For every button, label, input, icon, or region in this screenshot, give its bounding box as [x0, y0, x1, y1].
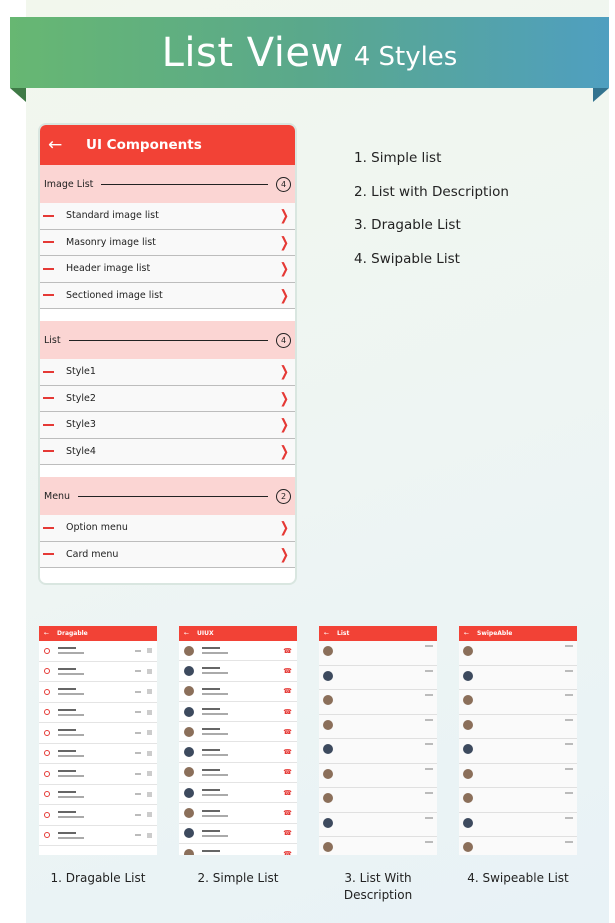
preview-app-bar	[179, 626, 297, 641]
preview-simple	[179, 626, 297, 855]
drag-row	[39, 805, 157, 826]
row-text	[202, 667, 283, 674]
drag-circle-icon	[44, 648, 50, 654]
drag-circle-icon	[44, 832, 50, 838]
app-bar-title: UI Components	[86, 137, 202, 153]
phone-icon: ☎	[283, 788, 292, 797]
drag-row	[39, 785, 157, 806]
phone-icon: ☎	[283, 829, 292, 838]
list-item-label: Style3	[66, 419, 96, 431]
row-text	[58, 647, 135, 654]
preview-title: UIUX	[197, 630, 214, 637]
row-text	[202, 830, 283, 837]
banner-subtitle: 4 Styles	[353, 41, 458, 72]
back-arrow-icon: ←	[464, 630, 470, 637]
row-body	[338, 817, 425, 833]
time-stub	[565, 841, 573, 843]
description-row	[319, 813, 437, 838]
text-line	[202, 713, 228, 715]
description-row	[319, 837, 437, 855]
text-line	[202, 733, 228, 735]
avatar	[184, 767, 194, 777]
avatar	[184, 666, 194, 676]
list-item-label: Style2	[66, 392, 96, 404]
dash-icon	[43, 424, 54, 426]
text-line	[202, 708, 220, 710]
description-row	[319, 641, 437, 666]
section-header-image-list	[40, 165, 295, 203]
drag-circle-icon	[44, 812, 50, 818]
avatar	[463, 720, 473, 730]
dash-icon	[43, 397, 54, 399]
drag-circle-icon	[44, 730, 50, 736]
drag-handle-icon	[135, 691, 141, 693]
drag-circle-icon	[44, 709, 50, 715]
text-line	[202, 789, 220, 791]
feature-item: 3. Dragable List	[354, 217, 461, 233]
section-header-list	[40, 321, 295, 359]
row-body	[338, 645, 425, 661]
text-line	[58, 693, 84, 695]
text-line	[202, 810, 220, 812]
description-row	[459, 715, 577, 740]
row-text	[58, 750, 135, 757]
simple-row	[179, 661, 297, 681]
drag-circle-icon	[44, 771, 50, 777]
phone-icon: ☎	[283, 707, 292, 716]
dash-icon	[43, 268, 54, 270]
time-stub	[565, 719, 573, 721]
avatar	[184, 646, 194, 656]
avatar	[184, 788, 194, 798]
time-stub	[425, 670, 433, 672]
avatar	[184, 747, 194, 757]
description-row	[459, 641, 577, 666]
chevron-right-icon: ❯	[279, 545, 289, 563]
time-stub	[565, 768, 573, 770]
chevron-right-icon: ❯	[279, 389, 289, 407]
drag-handle-icon	[135, 814, 141, 816]
list-item[interactable]	[40, 439, 295, 466]
simple-row	[179, 742, 297, 762]
avatar	[323, 720, 333, 730]
phone-icon: ☎	[283, 687, 292, 696]
thumb-icon	[147, 710, 152, 715]
text-line	[58, 775, 84, 777]
preview-caption: 2. Simple List	[197, 871, 279, 885]
text-line	[202, 830, 220, 832]
drag-handle-icon	[135, 732, 141, 734]
avatar	[463, 793, 473, 803]
text-line	[58, 673, 84, 675]
dash-icon	[43, 294, 54, 296]
back-arrow-icon: ←	[184, 630, 190, 637]
text-line	[58, 770, 76, 772]
description-row	[319, 788, 437, 813]
drag-row	[39, 723, 157, 744]
time-stub	[425, 841, 433, 843]
avatar	[323, 695, 333, 705]
phone-icon: ☎	[283, 727, 292, 736]
row-text	[202, 769, 283, 776]
list-item[interactable]	[40, 359, 295, 386]
chevron-right-icon: ❯	[279, 286, 289, 304]
avatar	[323, 793, 333, 803]
text-line	[58, 652, 84, 654]
drag-row	[39, 764, 157, 785]
preview-rows	[319, 641, 437, 855]
time-stub	[425, 645, 433, 647]
text-line	[58, 811, 76, 813]
list-item-label: Style4	[66, 445, 96, 457]
phone-icon: ☎	[283, 849, 292, 855]
text-line	[202, 652, 228, 654]
chevron-right-icon: ❯	[279, 233, 289, 251]
text-line	[202, 749, 220, 751]
text-line	[58, 755, 84, 757]
drag-row	[39, 744, 157, 765]
feature-item: 2. List with Description	[354, 183, 509, 200]
row-body	[338, 743, 425, 759]
preview-swipeable	[459, 626, 577, 855]
simple-row	[179, 641, 297, 661]
chevron-right-icon: ❯	[279, 442, 289, 460]
time-stub	[565, 743, 573, 745]
text-line	[202, 647, 220, 649]
phone-mockup	[38, 123, 297, 585]
drag-row	[39, 682, 157, 703]
list-item-label: Style1	[66, 366, 96, 378]
feature-item: 4. Swipable List	[354, 250, 460, 267]
phone-icon: ☎	[283, 666, 292, 675]
time-stub	[565, 670, 573, 672]
row-body	[478, 792, 565, 808]
avatar	[463, 671, 473, 681]
drag-circle-icon	[44, 791, 50, 797]
section-gap	[40, 309, 295, 321]
chevron-right-icon: ❯	[279, 207, 289, 225]
thumb-icon	[147, 771, 152, 776]
avatar	[323, 769, 333, 779]
text-line	[58, 837, 84, 839]
description-row	[459, 813, 577, 838]
row-text	[202, 850, 283, 855]
time-stub	[425, 768, 433, 770]
avatar	[184, 828, 194, 838]
section-label: List	[44, 334, 61, 346]
row-text	[58, 770, 135, 777]
description-row	[459, 666, 577, 691]
row-body	[338, 768, 425, 784]
avatar	[184, 707, 194, 717]
chevron-right-icon: ❯	[279, 519, 289, 537]
dash-icon	[43, 215, 54, 217]
description-row	[459, 788, 577, 813]
simple-row	[179, 702, 297, 722]
preview-rows	[39, 641, 157, 846]
thumb-icon	[147, 648, 152, 653]
row-text	[58, 688, 135, 695]
list-item-label: Masonry image list	[66, 236, 156, 248]
avatar	[184, 686, 194, 696]
section-gap	[40, 465, 295, 477]
row-body	[478, 768, 565, 784]
avatar	[323, 842, 333, 852]
drag-handle-icon	[135, 834, 141, 836]
text-line	[202, 835, 228, 837]
row-body	[478, 670, 565, 686]
description-row	[319, 666, 437, 691]
row-body	[478, 719, 565, 735]
row-body	[338, 841, 425, 855]
time-stub	[425, 719, 433, 721]
list-item[interactable]	[40, 386, 295, 413]
description-row	[319, 715, 437, 740]
text-line	[58, 729, 76, 731]
text-line	[58, 791, 76, 793]
preview-app-bar	[319, 626, 437, 641]
preview-app-bar	[39, 626, 157, 641]
row-text	[202, 749, 283, 756]
section-divider	[69, 340, 268, 341]
drag-circle-icon	[44, 750, 50, 756]
time-stub	[565, 792, 573, 794]
banner-title: List View	[161, 29, 344, 76]
phone-icon: ☎	[283, 748, 292, 757]
list-item[interactable]	[40, 412, 295, 439]
preview-rows	[459, 641, 577, 855]
preview-caption: 3. List With Description	[343, 871, 413, 902]
phone-icon: ☎	[283, 809, 292, 818]
drag-row	[39, 703, 157, 724]
drag-handle-icon	[135, 752, 141, 754]
drag-row	[39, 826, 157, 847]
list-item-label: Option menu	[66, 522, 128, 534]
row-text	[58, 791, 135, 798]
preview-title: Dragable	[57, 630, 88, 637]
description-row	[459, 764, 577, 789]
row-body	[338, 719, 425, 735]
row-body	[478, 645, 565, 661]
row-text	[202, 708, 283, 715]
thumb-icon	[147, 669, 152, 674]
section-header-menu	[40, 477, 295, 515]
text-line	[202, 815, 228, 817]
avatar	[463, 769, 473, 779]
list-item-label: Header image list	[66, 263, 151, 275]
list-item-label: Standard image list	[66, 210, 159, 222]
avatar	[463, 842, 473, 852]
drag-circle-icon	[44, 668, 50, 674]
drag-handle-icon	[135, 711, 141, 713]
text-line	[202, 672, 228, 674]
preview-dragable	[39, 626, 157, 855]
text-line	[58, 668, 76, 670]
text-line	[202, 693, 228, 695]
text-line	[202, 850, 220, 852]
thumb-icon	[147, 751, 152, 756]
preview-app-bar	[459, 626, 577, 641]
preview-title: SwipeAble	[477, 630, 513, 637]
feature-item: 1. Simple list	[354, 150, 442, 166]
simple-row	[179, 803, 297, 823]
drag-handle-icon	[135, 793, 141, 795]
back-arrow-icon[interactable]: ←	[48, 135, 63, 155]
text-line	[58, 734, 84, 736]
row-body	[478, 841, 565, 855]
thumb-icon	[147, 730, 152, 735]
text-line	[202, 769, 220, 771]
avatar	[184, 808, 194, 818]
avatar	[463, 818, 473, 828]
avatar	[184, 727, 194, 737]
avatar	[323, 671, 333, 681]
avatar	[184, 849, 194, 855]
preview-title: List	[337, 630, 350, 637]
preview-rows	[179, 641, 297, 855]
feature-list	[354, 150, 509, 284]
dash-icon	[43, 450, 54, 452]
section-count-badge: 2	[276, 489, 291, 504]
text-line	[58, 688, 76, 690]
row-text	[202, 810, 283, 817]
row-text	[202, 647, 283, 654]
drag-row	[39, 662, 157, 683]
list-item[interactable]	[40, 203, 295, 230]
text-line	[58, 647, 76, 649]
list-item[interactable]	[40, 230, 295, 257]
simple-row	[179, 844, 297, 855]
description-row	[319, 690, 437, 715]
time-stub	[425, 743, 433, 745]
text-line	[202, 688, 220, 690]
row-body	[338, 670, 425, 686]
list-item-label: Sectioned image list	[66, 289, 163, 301]
chevron-right-icon: ❯	[279, 363, 289, 381]
description-row	[459, 690, 577, 715]
row-text	[58, 709, 135, 716]
section-count-badge: 4	[276, 177, 291, 192]
list-item[interactable]	[40, 256, 295, 283]
dash-icon	[43, 241, 54, 243]
row-text	[58, 729, 135, 736]
section-count-badge: 4	[276, 333, 291, 348]
preview-caption: 4. Swipeable List	[467, 871, 569, 885]
row-body	[478, 694, 565, 710]
dash-icon	[43, 553, 54, 555]
thumb-icon	[147, 833, 152, 838]
avatar	[463, 744, 473, 754]
time-stub	[565, 645, 573, 647]
row-text	[58, 811, 135, 818]
app-bar	[40, 125, 295, 165]
row-body	[478, 817, 565, 833]
preview-caption: 1. Dragable List	[50, 871, 146, 885]
row-body	[338, 694, 425, 710]
text-line	[58, 750, 76, 752]
row-text	[202, 789, 283, 796]
phone-icon: ☎	[283, 768, 292, 777]
simple-row	[179, 722, 297, 742]
list-item[interactable]	[40, 283, 295, 310]
thumb-icon	[147, 689, 152, 694]
title-banner	[10, 17, 609, 88]
row-text	[58, 668, 135, 675]
list-item[interactable]	[40, 542, 295, 569]
text-line	[202, 667, 220, 669]
simple-row	[179, 763, 297, 783]
text-line	[202, 794, 228, 796]
drag-handle-icon	[135, 773, 141, 775]
section-label: Menu	[44, 490, 71, 502]
section-divider	[78, 496, 268, 497]
row-body	[338, 792, 425, 808]
text-line	[202, 754, 228, 756]
preview-description	[319, 626, 437, 855]
avatar	[463, 695, 473, 705]
row-text	[58, 832, 135, 839]
time-stub	[565, 817, 573, 819]
dash-icon	[43, 371, 54, 373]
simple-row	[179, 783, 297, 803]
simple-row	[179, 824, 297, 844]
description-row	[319, 739, 437, 764]
back-arrow-icon: ←	[324, 630, 330, 637]
avatar	[323, 744, 333, 754]
drag-handle-icon	[135, 670, 141, 672]
time-stub	[425, 817, 433, 819]
drag-row	[39, 641, 157, 662]
banner-fold-left	[10, 88, 26, 102]
row-text	[202, 688, 283, 695]
section-label: Image List	[44, 178, 94, 190]
chevron-right-icon: ❯	[279, 416, 289, 434]
section-divider	[101, 184, 268, 185]
dash-icon	[43, 527, 54, 529]
list-item[interactable]	[40, 515, 295, 542]
text-line	[58, 832, 76, 834]
description-row	[459, 837, 577, 855]
row-body	[478, 743, 565, 759]
list-item-label: Card menu	[66, 548, 119, 560]
text-line	[58, 796, 84, 798]
avatar	[323, 646, 333, 656]
text-line	[58, 816, 84, 818]
text-line	[58, 709, 76, 711]
back-arrow-icon: ←	[44, 630, 50, 637]
avatar	[323, 818, 333, 828]
chevron-right-icon: ❯	[279, 260, 289, 278]
thumb-icon	[147, 812, 152, 817]
phone-icon: ☎	[283, 646, 292, 655]
simple-row	[179, 682, 297, 702]
time-stub	[565, 694, 573, 696]
thumb-icon	[147, 792, 152, 797]
text-line	[202, 774, 228, 776]
time-stub	[425, 792, 433, 794]
avatar	[463, 646, 473, 656]
description-row	[459, 739, 577, 764]
text-line	[202, 728, 220, 730]
drag-handle-icon	[135, 650, 141, 652]
text-line	[58, 714, 84, 716]
drag-circle-icon	[44, 689, 50, 695]
time-stub	[425, 694, 433, 696]
description-row	[319, 764, 437, 789]
row-text	[202, 728, 283, 735]
